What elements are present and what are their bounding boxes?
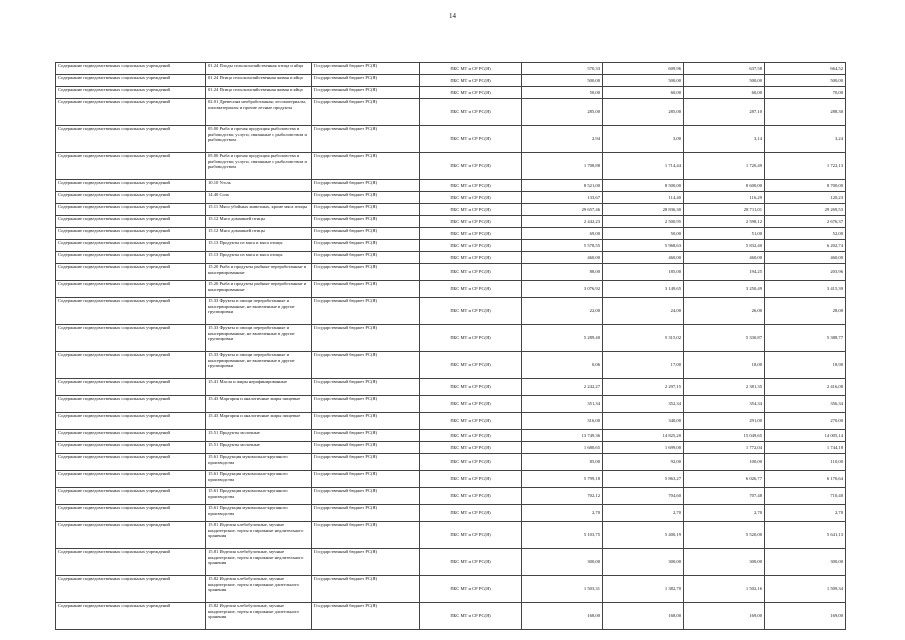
- funding-source-cell: Государственный бюджет РС(Я): [312, 204, 420, 216]
- funding-source-cell: Государственный бюджет РС(Я): [312, 216, 420, 228]
- value-cell-3: 2,70: [684, 505, 765, 522]
- value-cell-4: 203,96: [765, 264, 846, 281]
- value-cell-2: 5 863,27: [603, 471, 684, 488]
- table-row: [56, 471, 846, 488]
- table-row: [56, 75, 846, 87]
- funding-source-cell: Государственный бюджет РС(Я): [312, 505, 420, 522]
- value-cell-4: 120,23: [765, 192, 846, 204]
- funding-source-cell: Государственный бюджет РС(Я): [312, 430, 420, 442]
- table-row: [56, 63, 846, 75]
- value-cell-3: 2 598,12: [684, 216, 765, 228]
- value-cell-2: 17,00: [603, 352, 684, 379]
- value-cell-4: 288,30: [765, 99, 846, 126]
- value-cell-4: 70,00: [765, 87, 846, 99]
- unit-cell: ПБС МТ и СР РС(Я): [420, 603, 522, 630]
- value-cell-1: 0,06: [522, 352, 603, 379]
- value-cell-4: 14 005,14: [765, 430, 846, 442]
- unit-cell: ПБС МТ и СР РС(Я): [420, 471, 522, 488]
- value-cell-3: 291,00: [684, 413, 765, 430]
- table-row: [56, 87, 846, 99]
- product-cell: 15.81 Изделия хлебобулочные, мучные кондитерские, торты и пирожные недлительного хранения: [206, 522, 312, 549]
- institution-cell: Содержание подведомственных социальных учреждений: [56, 298, 206, 325]
- funding-source-cell: Государственный бюджет РС(Я): [312, 352, 420, 379]
- value-cell-3: 5 520,00: [684, 522, 765, 549]
- value-cell-1: 5 799,18: [522, 471, 603, 488]
- page-number: 14: [449, 12, 456, 20]
- value-cell-1: 316,00: [522, 413, 603, 430]
- value-cell-3: 1 720,49: [684, 153, 765, 180]
- value-cell-2: 2,70: [603, 505, 684, 522]
- value-cell-3: 116,29: [684, 192, 765, 204]
- product-cell: 15.11 Мясо убойных животных, кроме мяса птицы: [206, 204, 312, 216]
- unit-cell: ПБС МТ и СР РС(Я): [420, 192, 522, 204]
- funding-source-cell: Государственный бюджет РС(Я): [312, 99, 420, 126]
- product-cell: 15.61 Продукция мукомольно-крупяного производства: [206, 471, 312, 488]
- funding-source-cell: Государственный бюджет РС(Я): [312, 75, 420, 87]
- value-cell-3: 60,00: [684, 87, 765, 99]
- unit-cell: ПБС МТ и СР РС(Я): [420, 430, 522, 442]
- table-row: [56, 264, 846, 281]
- value-cell-4: 710,40: [765, 488, 846, 505]
- product-cell: 01.24 Птица сельскохозяйственная живая и яйца: [206, 87, 312, 99]
- value-cell-1: 5 578,55: [522, 240, 603, 252]
- value-cell-3: 3,14: [684, 126, 765, 153]
- value-cell-3: 18,00: [684, 352, 765, 379]
- institution-cell: Содержание подведомственных социальных учреждений: [56, 126, 206, 153]
- institution-cell: Содержание подведомственных социальных учреждений: [56, 63, 206, 75]
- institution-cell: Содержание подведомственных социальных учреждений: [56, 228, 206, 240]
- value-cell-2: 2 500,95: [603, 216, 684, 228]
- funding-source-cell: Государственный бюджет РС(Я): [312, 522, 420, 549]
- table-row: [56, 228, 846, 240]
- table-row: [56, 153, 846, 180]
- value-cell-2: 609,96: [603, 63, 684, 75]
- value-cell-3: 15 049,65: [684, 430, 765, 442]
- value-cell-2: 704,60: [603, 488, 684, 505]
- unit-cell: ПБС МТ и СР РС(Я): [420, 126, 522, 153]
- funding-source-cell: Государственный бюджет РС(Я): [312, 396, 420, 413]
- value-cell-1: 1 708,88: [522, 153, 603, 180]
- institution-cell: Содержание подведомственных социальных учреждений: [56, 454, 206, 471]
- table-row: [56, 325, 846, 352]
- table-row: [56, 180, 846, 192]
- value-cell-3: 169,00: [684, 603, 765, 630]
- institution-cell: Содержание подведомственных социальных учреждений: [56, 204, 206, 216]
- unit-cell: ПБС МТ и СР РС(Я): [420, 204, 522, 216]
- product-cell: 15.51 Продукты молочные: [206, 430, 312, 442]
- value-cell-1: 168,00: [522, 603, 603, 630]
- table-row: [56, 442, 846, 454]
- funding-source-cell: Государственный бюджет РС(Я): [312, 240, 420, 252]
- funding-source-cell: Государственный бюджет РС(Я): [312, 281, 420, 298]
- value-cell-2: 8 500,00: [603, 180, 684, 192]
- funding-source-cell: Государственный бюджет РС(Я): [312, 153, 420, 180]
- value-cell-1: 1 503,31: [522, 576, 603, 603]
- value-cell-2: 300,00: [603, 549, 684, 576]
- value-cell-3: 100,00: [684, 454, 765, 471]
- institution-cell: Содержание подведомственных социальных учреждений: [56, 379, 206, 396]
- value-cell-3: 5 832,40: [684, 240, 765, 252]
- product-cell: 05.00 Рыба и прочая продукция рыболовства и рыбоводства; услуги, связанные с рыболовством и рыбоводством: [206, 126, 312, 153]
- value-cell-4: 18,90: [765, 352, 846, 379]
- table-body: [56, 63, 846, 630]
- unit-cell: ПБС МТ и СР РС(Я): [420, 99, 522, 126]
- value-cell-2: 24,00: [603, 298, 684, 325]
- budget-table: [55, 62, 846, 630]
- unit-cell: ПБС МТ и СР РС(Я): [420, 298, 522, 325]
- value-cell-3: 1 502,16: [684, 576, 765, 603]
- value-cell-3: 2 381,35: [684, 379, 765, 396]
- table-row: [56, 192, 846, 204]
- product-cell: 15.33 Фрукты и овощи переработанные и консервированные, не включенные в другие группировки: [206, 298, 312, 325]
- table-row: [56, 603, 846, 630]
- institution-cell: Содержание подведомственных социальных учреждений: [56, 240, 206, 252]
- value-cell-1: 85,00: [522, 454, 603, 471]
- value-cell-3: 637,58: [684, 63, 765, 75]
- value-cell-2: 460,00: [603, 252, 684, 264]
- value-cell-2: 1 714,44: [603, 153, 684, 180]
- table-row: [56, 454, 846, 471]
- table-row: [56, 352, 846, 379]
- table-row: [56, 396, 846, 413]
- unit-cell: ПБС МТ и СР РС(Я): [420, 240, 522, 252]
- funding-source-cell: Государственный бюджет РС(Я): [312, 192, 420, 204]
- value-cell-4: 28,00: [765, 298, 846, 325]
- unit-cell: ПБС МТ и СР РС(Я): [420, 180, 522, 192]
- value-cell-4: 8 700,00: [765, 180, 846, 192]
- value-cell-3: 287,10: [684, 99, 765, 126]
- value-cell-3: 460,00: [684, 252, 765, 264]
- institution-cell: Содержание подведомственных социальных учреждений: [56, 352, 206, 379]
- value-cell-4: 2,70: [765, 505, 846, 522]
- unit-cell: ПБС МТ и СР РС(Я): [420, 281, 522, 298]
- value-cell-4: 6 176,64: [765, 471, 846, 488]
- value-cell-1: 2,94: [522, 126, 603, 153]
- value-cell-2: 1 699,00: [603, 442, 684, 454]
- funding-source-cell: Государственный бюджет РС(Я): [312, 471, 420, 488]
- value-cell-2: 114,40: [603, 192, 684, 204]
- value-cell-4: 270,00: [765, 413, 846, 430]
- product-cell: 15.12 Мясо домашней птицы: [206, 216, 312, 228]
- value-cell-1: 22,00: [522, 298, 603, 325]
- value-cell-2: 60,00: [603, 87, 684, 99]
- value-cell-3: 5 330,87: [684, 325, 765, 352]
- value-cell-1: 69,00: [522, 228, 603, 240]
- unit-cell: ПБС МТ и СР РС(Я): [420, 252, 522, 264]
- institution-cell: Содержание подведомственных социальных учреждений: [56, 153, 206, 180]
- table-row: [56, 281, 846, 298]
- funding-source-cell: Государственный бюджет РС(Я): [312, 180, 420, 192]
- funding-source-cell: Государственный бюджет РС(Я): [312, 298, 420, 325]
- value-cell-2: 285,00: [603, 99, 684, 126]
- product-cell: 10.10 Уголь: [206, 180, 312, 192]
- institution-cell: Содержание подведомственных социальных учреждений: [56, 522, 206, 549]
- value-cell-2: 3 149,65: [603, 281, 684, 298]
- value-cell-4: 2 676,37: [765, 216, 846, 228]
- value-cell-4: 5 388,77: [765, 325, 846, 352]
- value-cell-1: 50,00: [522, 87, 603, 99]
- value-cell-4: 110,00: [765, 454, 846, 471]
- funding-source-cell: Государственный бюджет РС(Я): [312, 379, 420, 396]
- institution-cell: Содержание подведомственных социальных учреждений: [56, 576, 206, 603]
- table-row: [56, 413, 846, 430]
- value-cell-1: 570,33: [522, 63, 603, 75]
- value-cell-4: 664,52: [765, 63, 846, 75]
- value-cell-4: 356,34: [765, 396, 846, 413]
- value-cell-1: 2 442,23: [522, 216, 603, 228]
- value-cell-3: 26,00: [684, 298, 765, 325]
- institution-cell: Содержание подведомственных социальных учреждений: [56, 216, 206, 228]
- product-cell: 15.20 Рыба и продукты рыбные переработанные и консервированные: [206, 281, 312, 298]
- product-cell: 15.51 Продукты молочные: [206, 442, 312, 454]
- unit-cell: ПБС МТ и СР РС(Я): [420, 522, 522, 549]
- unit-cell: ПБС МТ и СР РС(Я): [420, 63, 522, 75]
- value-cell-4: 1 722,13: [765, 153, 846, 180]
- value-cell-3: 354,34: [684, 396, 765, 413]
- product-cell: 15.61 Продукция мукомольно-крупяного производства: [206, 454, 312, 471]
- value-cell-3: 6 026,77: [684, 471, 765, 488]
- institution-cell: Содержание подведомственных социальных учреждений: [56, 99, 206, 126]
- value-cell-1: 351,34: [522, 396, 603, 413]
- product-cell: 15.33 Фрукты и овощи переработанные и консервированные, не включенные в другие группировки: [206, 325, 312, 352]
- unit-cell: ПБС МТ и СР РС(Я): [420, 325, 522, 352]
- unit-cell: ПБС МТ и СР РС(Я): [420, 352, 522, 379]
- unit-cell: ПБС МТ и СР РС(Я): [420, 505, 522, 522]
- unit-cell: ПБС МТ и СР РС(Я): [420, 413, 522, 430]
- unit-cell: ПБС МТ и СР РС(Я): [420, 264, 522, 281]
- value-cell-1: 2 242,27: [522, 379, 603, 396]
- value-cell-1: 285,00: [522, 99, 603, 126]
- value-cell-4: 5 641,13: [765, 522, 846, 549]
- value-cell-4: 52,00: [765, 228, 846, 240]
- table-row: [56, 505, 846, 522]
- value-cell-4: 1 744,18: [765, 442, 846, 454]
- product-cell: 15.43 Маргарин и аналогичные жиры пищевые: [206, 413, 312, 430]
- institution-cell: Содержание подведомственных социальных учреждений: [56, 87, 206, 99]
- institution-cell: Содержание подведомственных социальных учреждений: [56, 488, 206, 505]
- value-cell-1: 702,12: [522, 488, 603, 505]
- unit-cell: ПБС МТ и СР РС(Я): [420, 228, 522, 240]
- institution-cell: Содержание подведомственных социальных учреждений: [56, 505, 206, 522]
- institution-cell: Содержание подведомственных социальных учреждений: [56, 281, 206, 298]
- value-cell-2: 168,00: [603, 603, 684, 630]
- value-cell-3: 3 250,49: [684, 281, 765, 298]
- value-cell-2: 5 968,63: [603, 240, 684, 252]
- table-row: [56, 522, 846, 549]
- product-cell: 15.61 Продукция мукомольно-крупяного производства: [206, 488, 312, 505]
- table-row: [56, 252, 846, 264]
- value-cell-3: 8 600,00: [684, 180, 765, 192]
- funding-source-cell: Государственный бюджет РС(Я): [312, 413, 420, 430]
- product-cell: 15.81 Изделия хлебобулочные, мучные кондитерские, торты и пирожные недлительного хранения: [206, 549, 312, 576]
- value-cell-4: 3 415,39: [765, 281, 846, 298]
- institution-cell: Содержание подведомственных социальных учреждений: [56, 192, 206, 204]
- value-cell-3: 51,00: [684, 228, 765, 240]
- product-cell: 05.00 Рыба и прочая продукция рыболовства и рыбоводства; услуги, связанные с рыболовством и рыбоводством: [206, 153, 312, 180]
- table-row: [56, 379, 846, 396]
- product-cell: 15.33 Фрукты и овощи переработанные и консервированные, не включенные в другие группировки: [206, 352, 312, 379]
- funding-source-cell: Государственный бюджет РС(Я): [312, 87, 420, 99]
- value-cell-3: 300,00: [684, 549, 765, 576]
- institution-cell: Содержание подведомственных социальных учреждений: [56, 603, 206, 630]
- value-cell-1: 88,00: [522, 264, 603, 281]
- institution-cell: Содержание подведомственных социальных учреждений: [56, 549, 206, 576]
- value-cell-2: 2 297,15: [603, 379, 684, 396]
- funding-source-cell: Государственный бюджет РС(Я): [312, 252, 420, 264]
- funding-source-cell: Государственный бюджет РС(Я): [312, 325, 420, 352]
- value-cell-1: 3 076,92: [522, 281, 603, 298]
- value-cell-2: 28 836,30: [603, 204, 684, 216]
- value-cell-4: 169,00: [765, 603, 846, 630]
- value-cell-2: 3,00: [603, 126, 684, 153]
- product-cell: 15.82 Изделия хлебобулочные, мучные кондитерские, торты и пирожные длительного хранения: [206, 576, 312, 603]
- value-cell-4: 3,24: [765, 126, 846, 153]
- unit-cell: ПБС МТ и СР РС(Я): [420, 442, 522, 454]
- value-cell-4: 500,00: [765, 75, 846, 87]
- institution-cell: Содержание подведомственных социальных учреждений: [56, 471, 206, 488]
- table-row: [56, 430, 846, 442]
- value-cell-1: 13 749,36: [522, 430, 603, 442]
- table-row: [56, 216, 846, 228]
- value-cell-2: 185,00: [603, 264, 684, 281]
- institution-cell: Содержание подведомственных социальных учреждений: [56, 430, 206, 442]
- funding-source-cell: Государственный бюджет РС(Я): [312, 228, 420, 240]
- value-cell-1: 1 680,65: [522, 442, 603, 454]
- value-cell-1: 29 657,46: [522, 204, 603, 216]
- unit-cell: ПБС МТ и СР РС(Я): [420, 454, 522, 471]
- unit-cell: ПБС МТ и СР РС(Я): [420, 216, 522, 228]
- product-cell: 01.24 Птица сельскохозяйственная живая и яйца: [206, 75, 312, 87]
- unit-cell: ПБС МТ и СР РС(Я): [420, 549, 522, 576]
- value-cell-2: 5 315,02: [603, 325, 684, 352]
- value-cell-4: 460,00: [765, 252, 846, 264]
- institution-cell: Содержание подведомственных социальных учреждений: [56, 264, 206, 281]
- funding-source-cell: Государственный бюджет РС(Я): [312, 576, 420, 603]
- value-cell-2: 352,34: [603, 396, 684, 413]
- unit-cell: ПБС МТ и СР РС(Я): [420, 396, 522, 413]
- product-cell: 14.40 Соль: [206, 192, 312, 204]
- funding-source-cell: Государственный бюджет РС(Я): [312, 603, 420, 630]
- value-cell-1: 5 103,75: [522, 522, 603, 549]
- institution-cell: Содержание подведомственных социальных учреждений: [56, 75, 206, 87]
- product-cell: 15.82 Изделия хлебобулочные, мучные кондитерские, торты и пирожные длительного хранения: [206, 603, 312, 630]
- value-cell-4: 29 269,53: [765, 204, 846, 216]
- value-cell-2: 1 382,70: [603, 576, 684, 603]
- product-cell: 02.01 Древесина необработанная; лесоматериалы, пиломатериалы и прочие лесные продукты: [206, 99, 312, 126]
- unit-cell: ПБС МТ и СР РС(Я): [420, 379, 522, 396]
- unit-cell: ПБС МТ и СР РС(Я): [420, 75, 522, 87]
- table-row: [56, 240, 846, 252]
- table-row: [56, 126, 846, 153]
- value-cell-3: 500,00: [684, 75, 765, 87]
- institution-cell: Содержание подведомственных социальных учреждений: [56, 442, 206, 454]
- product-cell: 15.13 Продукты из мяса и мяса птицы: [206, 252, 312, 264]
- institution-cell: Содержание подведомственных социальных учреждений: [56, 180, 206, 192]
- product-cell: 15.43 Маргарин и аналогичные жиры пищевые: [206, 396, 312, 413]
- value-cell-1: 460,00: [522, 252, 603, 264]
- unit-cell: ПБС МТ и СР РС(Я): [420, 153, 522, 180]
- product-cell: 15.41 Масла и жиры нерафинированные: [206, 379, 312, 396]
- unit-cell: ПБС МТ и СР РС(Я): [420, 488, 522, 505]
- funding-source-cell: Государственный бюджет РС(Я): [312, 264, 420, 281]
- funding-source-cell: Государственный бюджет РС(Я): [312, 549, 420, 576]
- institution-cell: Содержание подведомственных социальных учреждений: [56, 252, 206, 264]
- funding-source-cell: Государственный бюджет РС(Я): [312, 488, 420, 505]
- institution-cell: Содержание подведомственных социальных учреждений: [56, 325, 206, 352]
- product-cell: 15.12 Мясо домашней птицы: [206, 228, 312, 240]
- table-row: [56, 576, 846, 603]
- funding-source-cell: Государственный бюджет РС(Я): [312, 454, 420, 471]
- value-cell-1: 2,70: [522, 505, 603, 522]
- value-cell-1: 5 289,40: [522, 325, 603, 352]
- institution-cell: Содержание подведомственных социальных учреждений: [56, 413, 206, 430]
- funding-source-cell: Государственный бюджет РС(Я): [312, 126, 420, 153]
- value-cell-2: 92,00: [603, 454, 684, 471]
- value-cell-1: 8 521,00: [522, 180, 603, 192]
- value-cell-2: 50,00: [603, 228, 684, 240]
- table-row: [56, 99, 846, 126]
- product-cell: 15.13 Продукты из мяса и мяса птицы: [206, 240, 312, 252]
- product-cell: 15.20 Рыба и продукты рыбные переработанные и консервированные: [206, 264, 312, 281]
- value-cell-4: 2 416,08: [765, 379, 846, 396]
- institution-cell: Содержание подведомственных социальных учреждений: [56, 396, 206, 413]
- value-cell-4: 300,00: [765, 549, 846, 576]
- unit-cell: ПБС МТ и СР РС(Я): [420, 87, 522, 99]
- value-cell-3: 194,25: [684, 264, 765, 281]
- value-cell-1: 133,67: [522, 192, 603, 204]
- table-row: [56, 204, 846, 216]
- value-cell-2: 500,00: [603, 75, 684, 87]
- table-row: [56, 549, 846, 576]
- value-cell-4: 6 202,74: [765, 240, 846, 252]
- value-cell-3: 707,48: [684, 488, 765, 505]
- product-cell: 01.24 Плоды сельскохозяйственная птица и яйца: [206, 63, 312, 75]
- value-cell-2: 5 400,19: [603, 522, 684, 549]
- table-row: [56, 488, 846, 505]
- value-cell-1: 500,00: [522, 75, 603, 87]
- value-cell-3: 28 711,01: [684, 204, 765, 216]
- value-cell-1: 300,00: [522, 549, 603, 576]
- product-cell: 15.61 Продукция мукомольно-крупяного производства: [206, 505, 312, 522]
- value-cell-4: 1 509,34: [765, 576, 846, 603]
- table-row: [56, 298, 846, 325]
- funding-source-cell: Государственный бюджет РС(Я): [312, 442, 420, 454]
- unit-cell: ПБС МТ и СР РС(Я): [420, 576, 522, 603]
- value-cell-3: 1 772,04: [684, 442, 765, 454]
- funding-source-cell: Государственный бюджет РС(Я): [312, 63, 420, 75]
- value-cell-2: 340,00: [603, 413, 684, 430]
- value-cell-2: 14 825,20: [603, 430, 684, 442]
